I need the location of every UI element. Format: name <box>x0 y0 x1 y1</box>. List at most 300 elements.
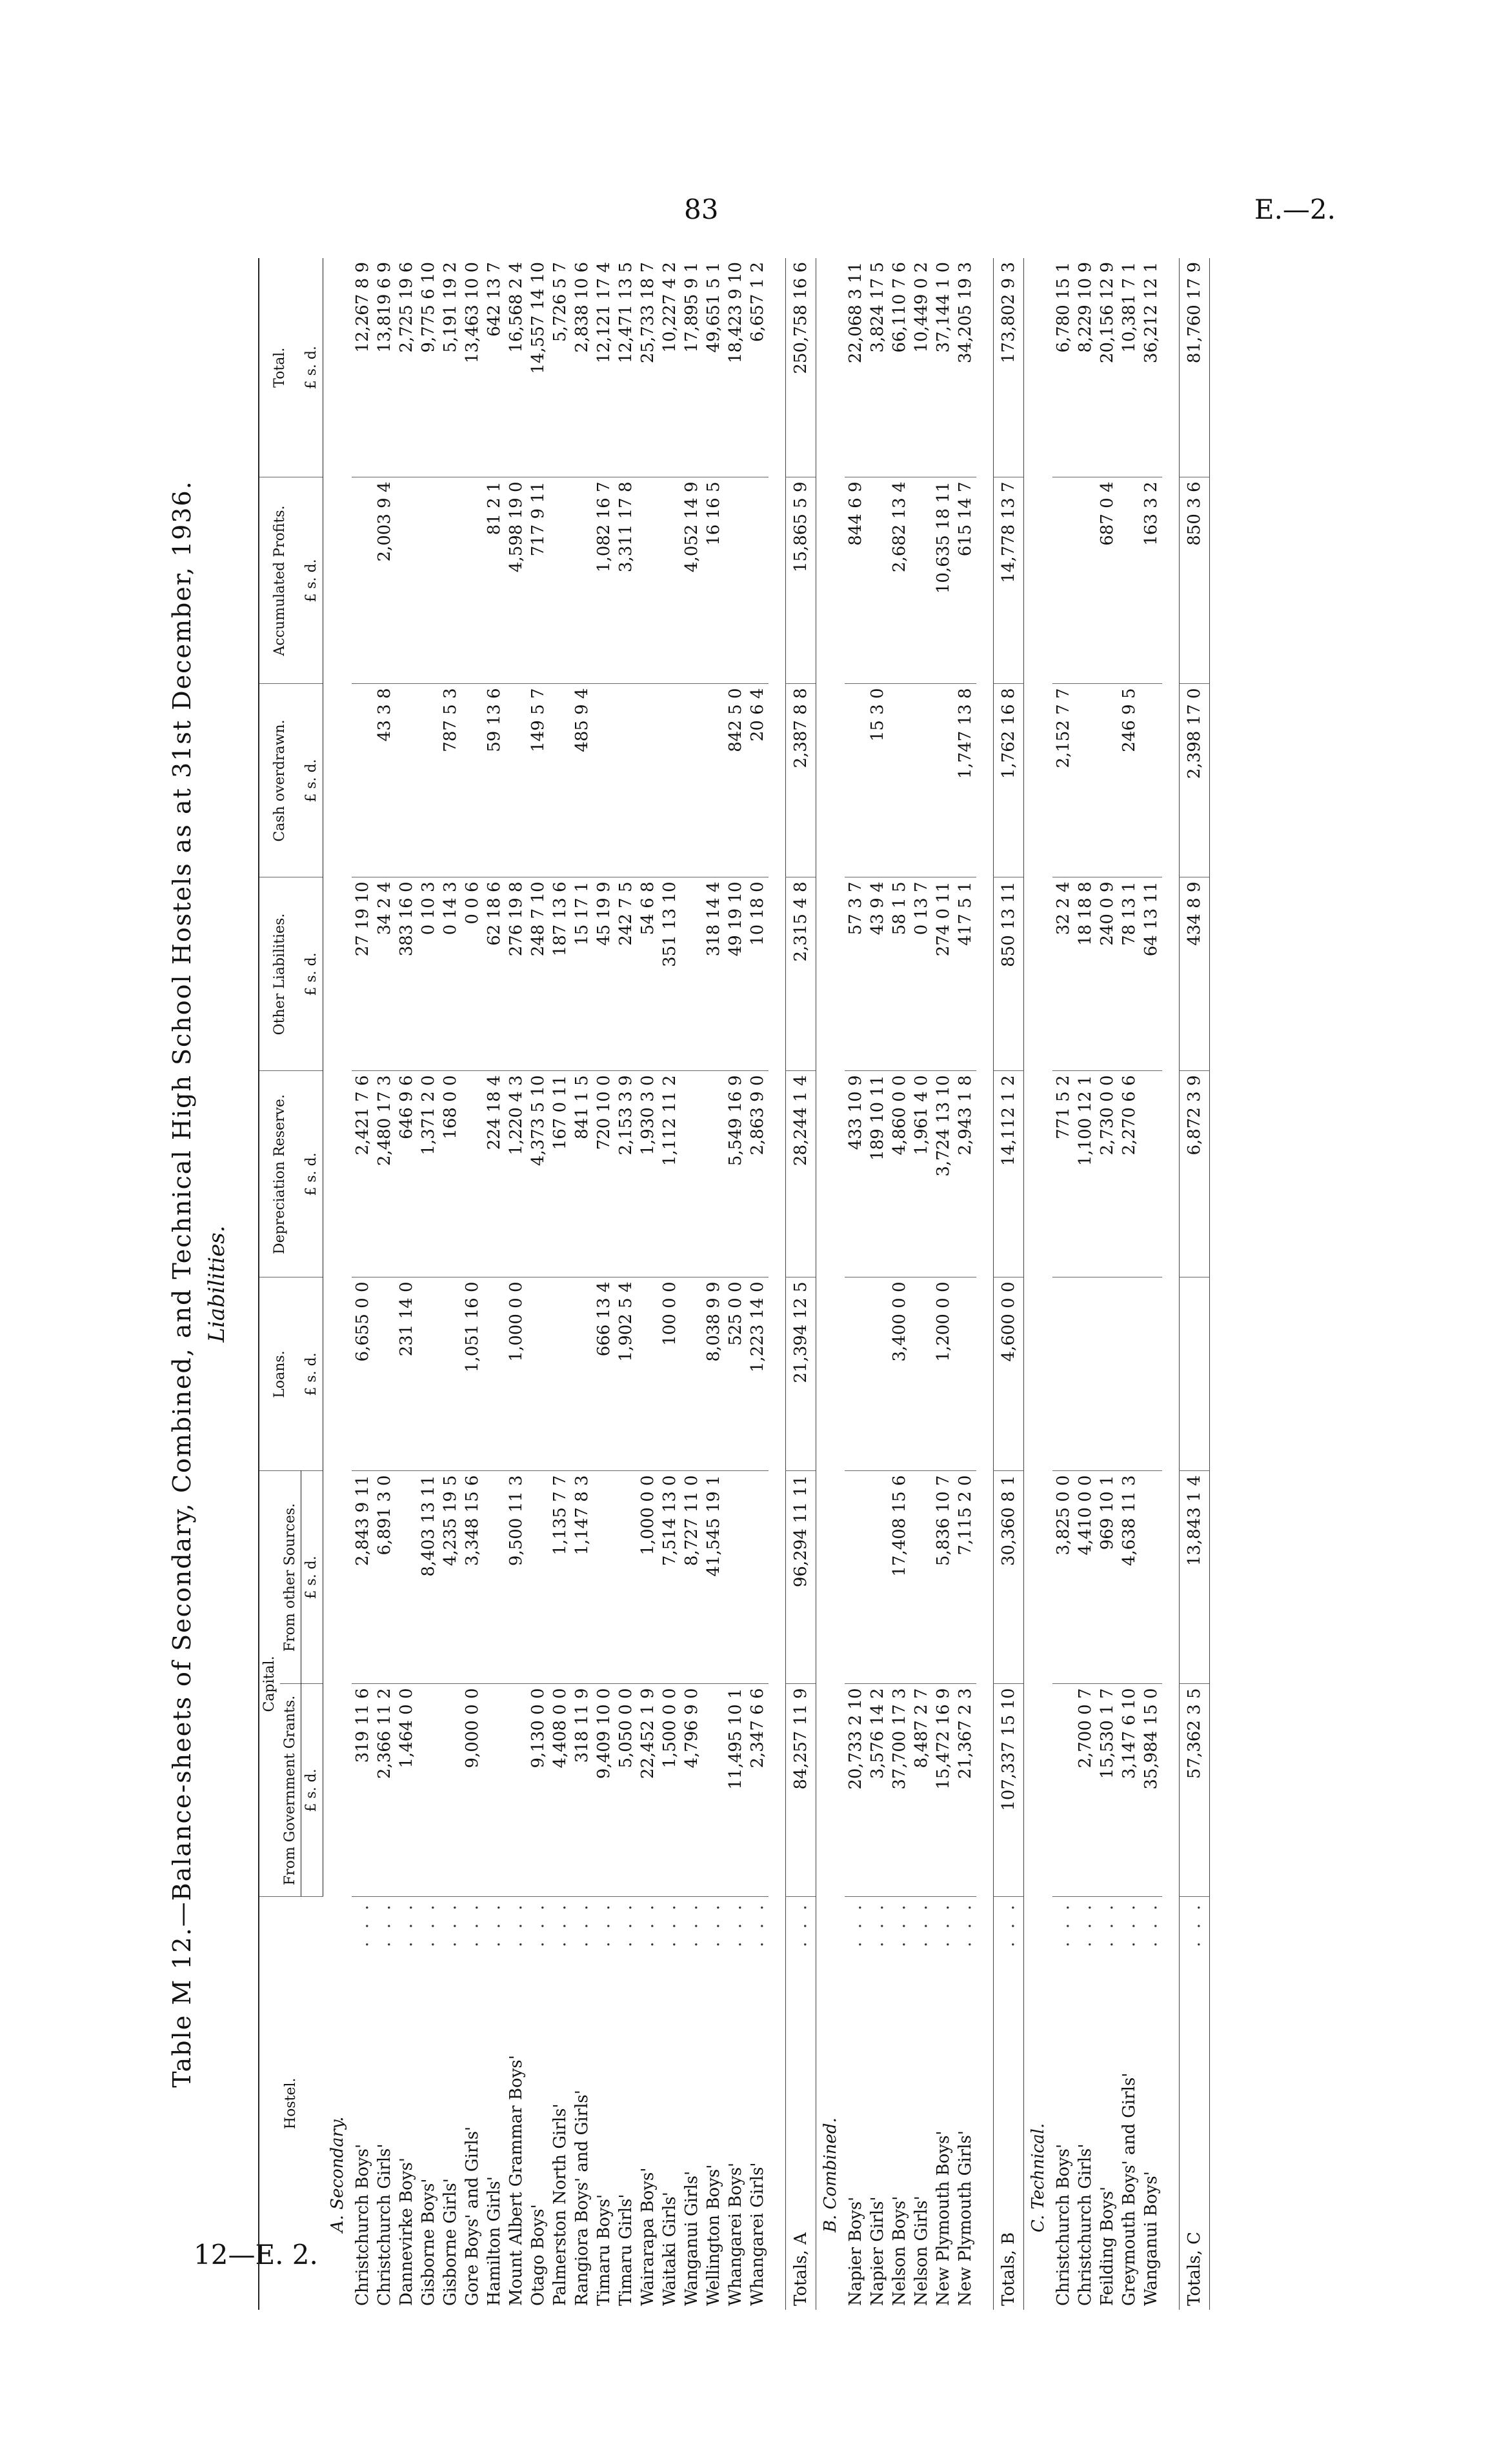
table-row <box>954 258 976 2310</box>
cell-total: 250,758 16 6 <box>785 258 816 477</box>
cell-other: 1,000 0 0 <box>637 1471 659 1684</box>
cell-other <box>725 1471 747 1684</box>
cell-acc: 14,778 13 7 <box>993 477 1023 684</box>
cell-loans: 100 0 0 <box>659 1277 681 1471</box>
cell-total: 5,726 5 7 <box>550 262 570 343</box>
cell-acc <box>1074 477 1096 684</box>
cell-acc: 844 6 9 <box>845 477 867 684</box>
cell-cash <box>396 684 417 877</box>
cell-other: 2,843 9 11 <box>352 1471 374 1684</box>
leader-dots: . . . <box>505 1897 527 1974</box>
cell-acc <box>396 477 417 684</box>
cell-oth: 417 5 1 <box>954 877 976 1071</box>
cell-acc <box>461 477 483 684</box>
cell-gov <box>1052 1684 1074 1897</box>
cell-loans: 3,400 0 0 <box>889 1277 910 1471</box>
cell-other: 969 10 1 <box>1096 1471 1118 1684</box>
header-accumulated-profits: Accumulated Profits. <box>259 477 301 684</box>
cell-total: 9,775 6 10 <box>418 262 438 353</box>
cell-gov: 4,408 0 0 <box>549 1684 571 1897</box>
header-hostel: Hostel. <box>259 1897 323 2310</box>
cell-loans: 1,200 0 0 <box>932 1277 954 1471</box>
cell-oth: 383 16 0 <box>396 877 417 1071</box>
cell-oth: 78 13 1 <box>1118 877 1140 1071</box>
cell-gov <box>483 1684 505 1897</box>
section-heading-row <box>816 258 845 2310</box>
cell-other: 5,836 10 7 <box>932 1471 954 1684</box>
leader-dots: . . . <box>549 1897 571 1974</box>
cell-oth: 351 13 10 <box>659 877 681 1071</box>
cell-other: 7,514 13 0 <box>659 1471 681 1684</box>
leader-dots: . . . <box>1096 1897 1118 1974</box>
leader-dots: . . . <box>1118 1897 1140 1974</box>
cell-loans <box>681 1277 703 1471</box>
cell-acc <box>725 477 747 684</box>
cell-other: 4,638 11 3 <box>1118 1471 1140 1684</box>
header-depreciation: Depreciation Reserve. <box>259 1071 301 1277</box>
header-cash-overdrawn: Cash overdrawn. <box>259 684 301 877</box>
cell-total: 12,267 8 9 <box>352 262 372 353</box>
cell-other: 6,891 3 0 <box>374 1471 396 1684</box>
cell-oth: 2,315 4 8 <box>785 877 816 1071</box>
totals-row <box>1179 258 1209 2310</box>
cell-oth: 62 18 6 <box>483 877 505 1071</box>
cell-total: 49,651 5 1 <box>703 262 723 353</box>
leader-dots: . . . <box>593 1897 615 1974</box>
cell-dep: 2,730 0 0 <box>1096 1071 1118 1277</box>
table-row <box>439 258 461 2310</box>
cell-acc: 4,052 14 9 <box>681 477 703 684</box>
table-row <box>527 258 549 2310</box>
cell-gov: 37,700 17 3 <box>889 1684 910 1897</box>
cell-cash: 1,762 16 8 <box>993 684 1023 877</box>
table-row <box>867 258 889 2310</box>
hostel-name: Timaru Boys' <box>594 2194 614 2306</box>
cell-gov: 9,130 0 0 <box>527 1684 549 1897</box>
hostel-name: Wanganui Boys' <box>1141 2171 1161 2306</box>
hostel-name: Napier Boys' <box>845 2196 865 2306</box>
cell-other: 30,360 8 1 <box>993 1471 1023 1684</box>
cell-cash: 149 5 7 <box>527 684 549 877</box>
cell-dep: 168 0 0 <box>439 1071 461 1277</box>
unit-label: £ s. d. <box>301 1684 323 1897</box>
cell-oth: 10 18 0 <box>747 877 769 1071</box>
cell-acc <box>747 477 769 684</box>
unit-label: £ s. d. <box>301 1471 323 1684</box>
table-row <box>396 258 417 2310</box>
cell-oth: 18 18 8 <box>1074 877 1096 1071</box>
cell-total: 36,212 12 1 <box>1141 262 1161 364</box>
leader-dots: . . . <box>439 1897 461 1974</box>
cell-total: 12,471 13 5 <box>616 262 636 364</box>
cell-acc: 16 16 5 <box>703 477 725 684</box>
cell-other: 4,235 19 5 <box>439 1471 461 1684</box>
cell-gov: 20,733 2 10 <box>845 1684 867 1897</box>
leader-dots: . . . <box>910 1897 932 1974</box>
cell-acc <box>659 477 681 684</box>
cell-cash: 842 5 0 <box>725 684 747 877</box>
cell-oth: 57 3 7 <box>845 877 867 1071</box>
cell-gov: 2,347 6 6 <box>747 1684 769 1897</box>
cell-total: 3,824 17 5 <box>867 262 887 353</box>
cell-oth <box>681 877 703 1071</box>
cell-other: 3,348 15 6 <box>461 1471 483 1684</box>
cell-loans: 8,038 9 9 <box>703 1277 725 1471</box>
cell-acc <box>439 477 461 684</box>
table-row <box>1052 258 1074 2310</box>
cell-total: 5,191 19 2 <box>440 262 460 353</box>
section-heading: C. Technical. <box>1028 2123 1048 2232</box>
spacer-row <box>976 258 994 2310</box>
table-body <box>323 258 1209 2310</box>
cell-other: 4,410 0 0 <box>1074 1471 1096 1684</box>
cell-dep: 28,244 1 4 <box>785 1071 816 1277</box>
table-title: Table M 12.—Balance-sheets of Secondary, Combined, and Technical High School Hostels as at 31st December, 1936. <box>168 480 196 2088</box>
cell-other: 96,294 11 11 <box>785 1471 816 1684</box>
liabilities-table <box>258 258 1210 2310</box>
cell-gov: 107,337 15 10 <box>993 1684 1023 1897</box>
leader-dots: . . . <box>889 1897 910 1974</box>
cell-gov: 4,796 9 0 <box>681 1684 703 1897</box>
cell-gov: 15,472 16 9 <box>932 1684 954 1897</box>
cell-oth: 0 13 7 <box>910 877 932 1071</box>
cell-acc <box>417 477 439 684</box>
cell-loans: 1,902 5 4 <box>615 1277 637 1471</box>
page-reference: E.—2. <box>1254 194 1336 225</box>
cell-total: 34,205 19 3 <box>955 262 975 364</box>
leader-dots: . . . <box>396 1897 417 1974</box>
cell-oth: 58 1 5 <box>889 877 910 1071</box>
hostel-name: Wanganui Girls' <box>681 2170 701 2306</box>
cell-acc <box>549 477 571 684</box>
cell-gov: 57,362 3 5 <box>1179 1684 1209 1897</box>
table-row <box>725 258 747 2310</box>
leader-dots: . . . <box>571 1897 593 1974</box>
table-row <box>845 258 867 2310</box>
cell-oth: 43 9 4 <box>867 877 889 1071</box>
unit-label: £ s. d. <box>301 1277 323 1471</box>
cell-oth: 318 14 4 <box>703 877 725 1071</box>
cell-cash <box>637 684 659 877</box>
cell-loans: 6,655 0 0 <box>352 1277 374 1471</box>
cell-other: 8,727 11 0 <box>681 1471 703 1684</box>
cell-dep: 189 10 11 <box>867 1071 889 1277</box>
cell-oth: 248 7 10 <box>527 877 549 1071</box>
cell-acc: 687 0 4 <box>1096 477 1118 684</box>
table-row <box>1140 258 1162 2310</box>
cell-dep: 1,112 11 2 <box>659 1071 681 1277</box>
hostel-name: New Plymouth Boys' <box>933 2130 953 2306</box>
table-row <box>505 258 527 2310</box>
hostel-name: Napier Girls' <box>867 2196 887 2306</box>
cell-dep <box>1140 1071 1162 1277</box>
table-row <box>910 258 932 2310</box>
leader-dots: . . . <box>725 1897 747 1974</box>
cell-dep <box>681 1071 703 1277</box>
cell-gov: 84,257 11 9 <box>785 1684 816 1897</box>
cell-cash: 2,387 8 8 <box>785 684 816 877</box>
cell-gov: 3,576 14 2 <box>867 1684 889 1897</box>
cell-loans <box>1096 1277 1118 1471</box>
cell-loans <box>571 1277 593 1471</box>
cell-oth: 240 0 9 <box>1096 877 1118 1071</box>
hostel-name: Greymouth Boys' and Girls' <box>1119 2072 1139 2306</box>
table-row <box>659 258 681 2310</box>
hostel-name: Timaru Girls' <box>616 2194 636 2306</box>
section-heading-row <box>1023 258 1052 2310</box>
hostel-name: New Plymouth Girls' <box>955 2130 975 2306</box>
hostel-name: Whangarei Boys' <box>725 2162 745 2306</box>
rotated-table-block <box>168 258 1271 2310</box>
hostel-name: Otago Boys' <box>528 2204 548 2306</box>
cell-acc <box>352 477 374 684</box>
totals-row <box>993 258 1023 2310</box>
cell-cash <box>505 684 527 877</box>
hostel-name: Whangarei Girls' <box>747 2162 767 2306</box>
cell-total: 2,725 19 6 <box>396 262 416 353</box>
leader-dots: . . . <box>615 1897 637 1974</box>
cell-other <box>396 1471 417 1684</box>
cell-acc: 2,003 9 4 <box>374 477 396 684</box>
cell-total: 12,121 17 4 <box>594 262 614 364</box>
cell-other: 13,843 1 4 <box>1179 1471 1209 1684</box>
cell-loans <box>1118 1277 1140 1471</box>
cell-acc <box>867 477 889 684</box>
cell-dep: 2,943 1 8 <box>954 1071 976 1277</box>
cell-loans <box>1074 1277 1096 1471</box>
cell-gov: 5,050 0 0 <box>615 1684 637 1897</box>
cell-acc <box>1118 477 1140 684</box>
section-heading: A. Secondary. <box>327 2116 347 2232</box>
cell-dep: 4,373 5 10 <box>527 1071 549 1277</box>
table-row <box>461 258 483 2310</box>
table-row <box>1074 258 1096 2310</box>
hostel-name: Christchurch Girls' <box>1075 2143 1095 2306</box>
cell-cash: 15 3 0 <box>867 684 889 877</box>
cell-acc <box>910 477 932 684</box>
table-row <box>615 258 637 2310</box>
cell-other <box>747 1471 769 1684</box>
cell-total: 10,227 4 2 <box>659 262 679 353</box>
leader-dots: . . . <box>1052 1897 1074 1974</box>
unit-label: £ s. d. <box>301 684 323 877</box>
cell-gov: 1,500 0 0 <box>659 1684 681 1897</box>
table-row <box>593 258 615 2310</box>
cell-other: 9,500 11 3 <box>505 1471 527 1684</box>
leader-dots: . . . <box>352 1897 374 1974</box>
cell-dep: 2,421 7 6 <box>352 1071 374 1277</box>
cell-dep: 1,220 4 3 <box>505 1071 527 1277</box>
leader-dots: . . . <box>527 1897 549 1974</box>
totals-row <box>785 258 816 2310</box>
cell-cash <box>593 684 615 877</box>
header-loans: Loans. <box>259 1277 301 1471</box>
cell-total: 22,068 3 11 <box>845 262 865 364</box>
hostel-name: Nelson Girls' <box>911 2196 931 2306</box>
cell-dep: 771 5 2 <box>1052 1071 1074 1277</box>
cell-cash: 246 9 5 <box>1118 684 1140 877</box>
leader-dots: . . . <box>993 1897 1023 1974</box>
cell-dep: 224 18 4 <box>483 1071 505 1277</box>
cell-total: 16,568 2 4 <box>506 262 526 353</box>
cell-cash <box>352 684 374 877</box>
cell-oth: 15 17 1 <box>571 877 593 1071</box>
cell-acc: 4,598 19 0 <box>505 477 527 684</box>
cell-gov: 9,000 0 0 <box>461 1684 483 1897</box>
cell-gov: 15,530 1 7 <box>1096 1684 1118 1897</box>
cell-acc: 850 3 6 <box>1179 477 1209 684</box>
cell-cash <box>1096 684 1118 877</box>
cell-loans <box>1052 1277 1074 1471</box>
cell-loans <box>483 1277 505 1471</box>
cell-total: 66,110 7 6 <box>889 262 909 353</box>
cell-gov: 318 11 9 <box>571 1684 593 1897</box>
cell-loans: 666 13 4 <box>593 1277 615 1471</box>
cell-gov: 3,147 6 10 <box>1118 1684 1140 1897</box>
cell-total: 13,463 10 0 <box>462 262 482 364</box>
table-row <box>483 258 505 2310</box>
cell-cash <box>681 684 703 877</box>
hostel-name: Mount Albert Grammar Boys' <box>506 2055 526 2306</box>
cell-oth: 64 13 11 <box>1140 877 1162 1071</box>
cell-dep: 4,860 0 0 <box>889 1071 910 1277</box>
unit-label: £ s. d. <box>301 1071 323 1277</box>
cell-loans: 1,223 14 0 <box>747 1277 769 1471</box>
cell-gov: 2,700 0 7 <box>1074 1684 1096 1897</box>
leader-dots: . . . <box>1140 1897 1162 1974</box>
cell-oth: 54 6 8 <box>637 877 659 1071</box>
cell-acc: 1,082 16 7 <box>593 477 615 684</box>
cell-oth: 45 19 9 <box>593 877 615 1071</box>
cell-dep: 1,930 3 0 <box>637 1071 659 1277</box>
cell-loans: 231 14 0 <box>396 1277 417 1471</box>
hostel-name: Gore Boys' and Girls' <box>462 2126 482 2306</box>
cell-total: 10,381 7 1 <box>1119 262 1139 353</box>
cell-loans <box>867 1277 889 1471</box>
table-row <box>549 258 571 2310</box>
cell-cash: 59 13 6 <box>483 684 505 877</box>
cell-oth: 27 19 10 <box>352 877 374 1071</box>
cell-acc: 15,865 5 9 <box>785 477 816 684</box>
cell-total: 8,229 10 9 <box>1075 262 1095 353</box>
cell-loans <box>417 1277 439 1471</box>
cell-cash: 43 3 8 <box>374 684 396 877</box>
cell-total: 173,802 9 3 <box>993 258 1023 477</box>
cell-cash <box>659 684 681 877</box>
table-row <box>571 258 593 2310</box>
cell-dep <box>703 1071 725 1277</box>
cell-other: 1,147 8 3 <box>571 1471 593 1684</box>
table-row <box>637 258 659 2310</box>
cell-oth: 274 0 11 <box>932 877 954 1071</box>
cell-loans <box>1179 1277 1209 1471</box>
cell-gov: 2,366 11 2 <box>374 1684 396 1897</box>
hostel-name: Rangiora Boys' and Girls' <box>572 2090 592 2306</box>
header-capital: Capital. <box>259 1471 280 1897</box>
cell-cash <box>1074 684 1096 877</box>
cell-dep: 167 0 11 <box>549 1071 571 1277</box>
cell-gov: 35,984 15 0 <box>1140 1684 1162 1897</box>
cell-cash <box>845 684 867 877</box>
unit-label: £ s. d. <box>301 477 323 684</box>
hostel-name: Feilding Boys' <box>1097 2186 1117 2306</box>
leader-dots: . . . <box>483 1897 505 1974</box>
cell-oth: 242 7 5 <box>615 877 637 1071</box>
table-row <box>932 258 954 2310</box>
section-heading-row <box>323 258 352 2310</box>
cell-cash <box>461 684 483 877</box>
leader-dots: . . . <box>785 1897 816 1974</box>
cell-total: 17,895 9 1 <box>681 262 701 353</box>
cell-other <box>527 1471 549 1684</box>
hostel-name: Wellington Boys' <box>703 2164 723 2306</box>
cell-oth: 49 19 10 <box>725 877 747 1071</box>
cell-dep: 2,480 17 3 <box>374 1071 396 1277</box>
hostel-name: Dannevirke Boys' <box>396 2157 416 2306</box>
header-capital-other: From other Sources. <box>280 1471 301 1684</box>
cell-cash <box>417 684 439 877</box>
cell-other: 1,135 7 7 <box>549 1471 571 1684</box>
cell-cash <box>615 684 637 877</box>
leader-dots: . . . <box>932 1897 954 1974</box>
section-heading: B. Combined. <box>820 2118 840 2232</box>
cell-dep: 6,872 3 9 <box>1179 1071 1209 1277</box>
header-total: Total. <box>259 258 301 477</box>
cell-acc: 163 3 2 <box>1140 477 1162 684</box>
cell-oth: 850 13 11 <box>993 877 1023 1071</box>
table-row <box>681 258 703 2310</box>
cell-cash <box>932 684 954 877</box>
cell-loans <box>439 1277 461 1471</box>
hostel-name: Nelson Boys' <box>889 2196 909 2306</box>
table-subtitle: Liabilities. <box>204 1225 230 1343</box>
leader-dots: . . . <box>1074 1897 1096 1974</box>
cell-acc: 717 9 11 <box>527 477 549 684</box>
cell-acc: 3,311 17 8 <box>615 477 637 684</box>
hostel-name: Gisborne Boys' <box>418 2178 438 2306</box>
cell-total: 14,557 14 10 <box>528 262 548 374</box>
cell-oth: 0 14 3 <box>439 877 461 1071</box>
cell-dep: 841 1 5 <box>571 1071 593 1277</box>
cell-gov: 8,487 2 7 <box>910 1684 932 1897</box>
table-row <box>889 258 910 2310</box>
spacer-row <box>769 258 786 2310</box>
cell-other: 3,825 0 0 <box>1052 1471 1074 1684</box>
cell-gov <box>439 1684 461 1897</box>
cell-total: 13,819 6 9 <box>374 262 394 353</box>
unit-label: £ s. d. <box>301 258 323 477</box>
cell-oth: 0 0 6 <box>461 877 483 1071</box>
cell-total: 25,733 18 7 <box>638 262 658 364</box>
cell-other: 8,403 13 11 <box>417 1471 439 1684</box>
cell-other: 41,545 19 1 <box>703 1471 725 1684</box>
hostel-name: Waitaki Girls' <box>659 2192 679 2306</box>
spacer-row <box>1162 258 1180 2310</box>
cell-loans <box>637 1277 659 1471</box>
cell-other <box>845 1471 867 1684</box>
cell-loans: 1,051 16 0 <box>461 1277 483 1471</box>
cell-cash <box>889 684 910 877</box>
cell-loans <box>549 1277 571 1471</box>
cell-other <box>867 1471 889 1684</box>
cell-oth: 187 13 6 <box>549 877 571 1071</box>
leader-dots: . . . <box>867 1897 889 1974</box>
cell-loans <box>374 1277 396 1471</box>
table-row <box>1096 258 1118 2310</box>
cell-gov <box>417 1684 439 1897</box>
cell-total: 6,657 1 2 <box>747 262 767 343</box>
table-row <box>374 258 396 2310</box>
